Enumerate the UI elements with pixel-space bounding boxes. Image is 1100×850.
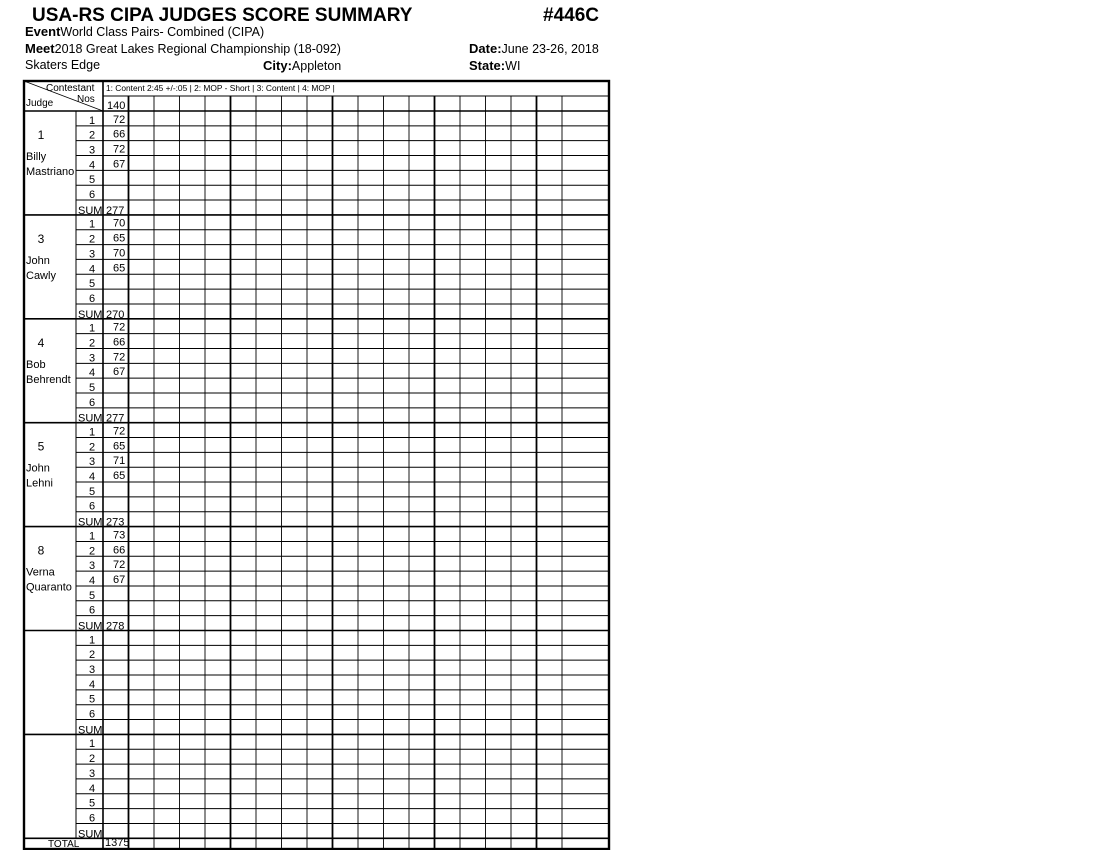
contestant-number: 140: [107, 100, 126, 112]
score-row-label: 3: [89, 456, 96, 469]
judge-number: 3: [37, 231, 45, 246]
city-label: City: [263, 58, 288, 73]
score-row-label: 4: [89, 471, 96, 484]
judge-score: 67: [113, 573, 126, 586]
sum-row-label: SUM: [78, 204, 103, 217]
judge-sum: 277: [106, 204, 125, 217]
judge-score: 72: [113, 425, 126, 438]
sum-row-label: SUM: [78, 828, 103, 841]
score-row-label: 1: [89, 634, 96, 647]
date-line: Date:June 23-26, 2018: [469, 41, 599, 56]
judge-score: 70: [113, 247, 126, 260]
score-row-label: 4: [89, 367, 96, 380]
judge-last-name: Lehni: [26, 477, 53, 490]
judge-score: 65: [113, 440, 126, 453]
score-row-label: 6: [89, 189, 96, 202]
sum-row-label: SUM: [78, 308, 103, 321]
corner-contestant-label: Contestant: [46, 83, 95, 94]
sum-row-label: SUM: [78, 724, 103, 737]
event-label: Event: [25, 24, 61, 39]
judge-last-name: Cawly: [26, 269, 56, 282]
judge-score: 72: [113, 143, 126, 156]
contestant-total: 1375: [105, 837, 130, 849]
score-row-label: 4: [89, 263, 96, 276]
judge-last-name: Quaranto: [26, 581, 72, 594]
judge-score: 66: [113, 544, 126, 557]
sum-row-label: SUM: [78, 516, 103, 529]
score-row-label: 6: [89, 604, 96, 617]
judge-score: 70: [113, 217, 126, 230]
judge-sum: 278: [106, 620, 125, 633]
score-row-label: 1: [89, 218, 96, 231]
judge-score: 66: [113, 128, 126, 141]
score-row-label: 1: [89, 114, 96, 127]
sum-row-label: SUM: [78, 412, 103, 425]
score-row-label: 6: [89, 292, 96, 305]
score-row-label: 3: [89, 352, 96, 365]
judge-score: 65: [113, 262, 126, 275]
judge-sum: 273: [106, 516, 125, 529]
judge-score: 72: [113, 113, 126, 126]
score-row-label: 3: [89, 664, 96, 677]
score-row-label: 2: [89, 337, 96, 350]
event-value: World Class Pairs- Combined (CIPA): [60, 25, 265, 39]
score-row-label: 6: [89, 500, 96, 513]
score-row-label: 4: [89, 678, 96, 691]
judge-score: 65: [113, 470, 126, 483]
score-row-label: 5: [89, 485, 96, 498]
score-row-label: 2: [89, 545, 96, 558]
judge-score: 67: [113, 366, 126, 379]
meet-value: 2018 Great Lakes Regional Championship (18-092): [54, 42, 341, 56]
judge-score: 66: [113, 336, 126, 349]
corner-nos-label: Nos: [77, 94, 95, 105]
sheet-number: #446C: [543, 5, 599, 26]
score-row-label: 5: [89, 174, 96, 187]
score-row-label: 5: [89, 382, 96, 394]
judge-sum: 270: [106, 308, 125, 321]
state-value: WI: [505, 59, 521, 73]
score-row-label: 1: [89, 426, 96, 439]
score-row-label: 5: [89, 797, 96, 810]
score-row-label: 3: [89, 767, 96, 780]
segments-note: 1: Content 2:45 +/-:05 | 2: MOP - Short | 3: Content | 4: MOP |: [106, 83, 335, 93]
score-row-label: 3: [89, 248, 96, 261]
score-row-label: 5: [89, 589, 96, 602]
judge-number: 5: [37, 439, 45, 454]
judge-number: 4: [37, 335, 45, 350]
judge-first-name: Bob: [26, 358, 46, 371]
score-row-label: 1: [89, 738, 96, 751]
judge-number: 1: [37, 128, 45, 142]
corner-judge-label: Judge: [26, 98, 54, 109]
judge-first-name: John: [26, 254, 50, 267]
judge-last-name: Behrendt: [26, 373, 71, 386]
judge-score: 65: [113, 232, 126, 245]
city-line: City:Appleton: [263, 58, 342, 73]
total-row-label: TOTAL: [48, 839, 80, 850]
score-row-label: 1: [89, 322, 96, 335]
score-row-label: 4: [89, 782, 96, 795]
state-line: State:WI: [469, 58, 521, 73]
score-row-label: 2: [89, 129, 96, 142]
date-value: June 23-26, 2018: [501, 42, 599, 56]
score-row-label: 2: [89, 649, 96, 662]
score-row-label: 6: [89, 812, 96, 825]
score-row-label: 1: [89, 530, 96, 543]
host-club: Skaters Edge: [25, 58, 101, 72]
judge-sum: 277: [106, 412, 125, 425]
score-row-label: 2: [89, 441, 96, 454]
score-row-label: 5: [89, 693, 96, 706]
sum-row-label: SUM: [78, 620, 103, 633]
score-row-label: 4: [89, 159, 96, 172]
judge-score: 72: [113, 321, 126, 334]
judge-score: 73: [113, 529, 126, 542]
score-row-label: 3: [89, 144, 96, 157]
judge-score: 72: [113, 559, 126, 572]
judge-last-name: Mastriano: [26, 166, 75, 178]
page-title: USA-RS CIPA JUDGES SCORE SUMMARY: [32, 5, 413, 26]
judge-first-name: Verna: [26, 566, 55, 579]
judge-first-name: John: [26, 462, 50, 475]
state-label: State: [469, 58, 501, 73]
score-row-label: 6: [89, 396, 96, 409]
score-row-label: 4: [89, 574, 96, 587]
judge-score: 72: [113, 351, 126, 364]
judge-number: 8: [37, 543, 45, 558]
score-row-label: 3: [89, 560, 96, 573]
city-value: Appleton: [291, 59, 342, 73]
judge-score: 67: [113, 158, 126, 171]
date-label: Date: [469, 41, 498, 56]
judge-first-name: Billy: [26, 151, 47, 163]
judge-score: 71: [113, 455, 126, 468]
score-row-label: 2: [89, 753, 96, 766]
meet-label: Meet: [25, 41, 55, 56]
score-row-label: 5: [89, 278, 96, 291]
score-row-label: 6: [89, 708, 96, 721]
score-row-label: 2: [89, 233, 96, 246]
